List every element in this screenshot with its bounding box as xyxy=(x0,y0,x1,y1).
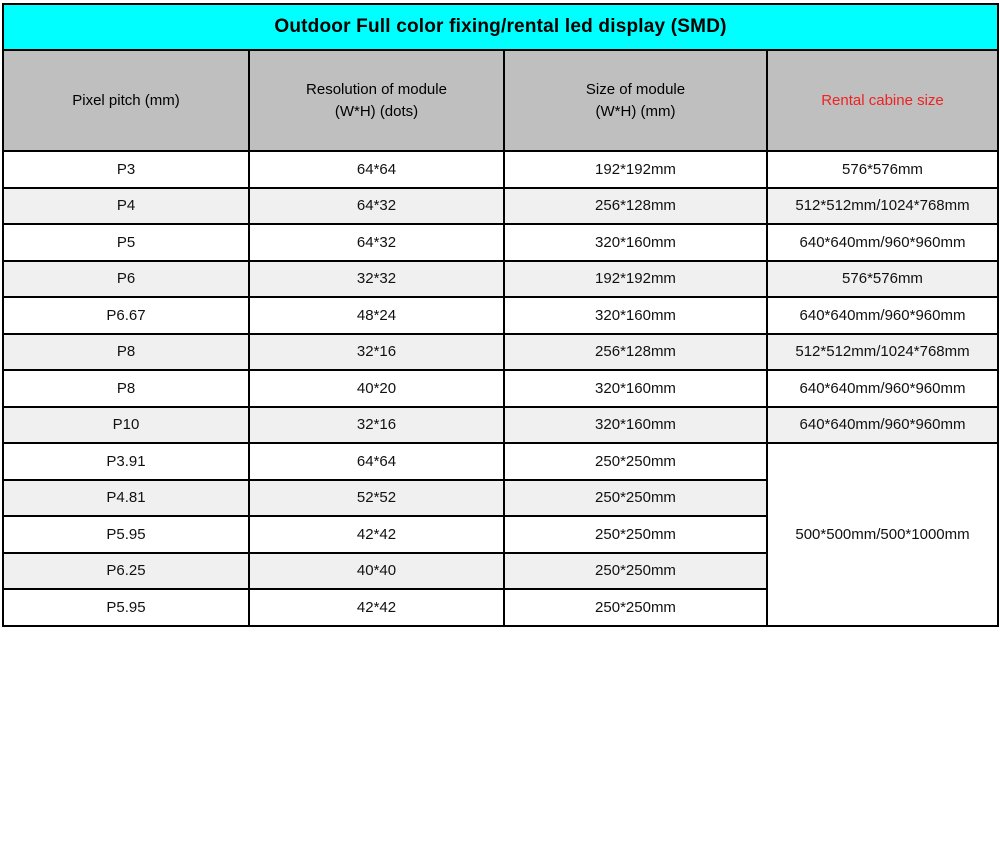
cell-resolution: 32*16 xyxy=(249,407,504,444)
cell-pixel-pitch: P10 xyxy=(3,407,249,444)
cell-module-size: 256*128mm xyxy=(504,334,767,371)
cell-pixel-pitch: P5.95 xyxy=(3,516,249,553)
header-resolution xyxy=(249,50,504,151)
table-title-text: Outdoor Full color fixing/rental led display (SMD) xyxy=(274,16,727,37)
cell-rental-cabinet: 512*512mm/1024*768mm xyxy=(767,188,998,225)
header-pixel-pitch xyxy=(3,50,249,151)
cell-pixel-pitch: P8 xyxy=(3,370,249,407)
led-display-spec-table xyxy=(2,3,999,627)
cell-pixel-pitch: P3 xyxy=(3,151,249,188)
cell-rental-cabinet-merged: 500*500mm/500*1000mm xyxy=(767,443,998,626)
cell-resolution: 64*64 xyxy=(249,151,504,188)
cell-resolution: 32*16 xyxy=(249,334,504,371)
cell-pixel-pitch: P5.95 xyxy=(3,589,249,626)
header-module-size xyxy=(504,50,767,151)
table-row xyxy=(3,297,998,334)
table-row xyxy=(3,151,998,188)
table-row xyxy=(3,334,998,371)
cell-pixel-pitch: P3.91 xyxy=(3,443,249,480)
cell-resolution: 64*32 xyxy=(249,188,504,225)
cell-resolution: 42*42 xyxy=(249,589,504,626)
cell-module-size: 250*250mm xyxy=(504,589,767,626)
spec-table-body xyxy=(3,151,998,626)
cell-pixel-pitch: P5 xyxy=(3,224,249,261)
cell-rental-cabinet: 640*640mm/960*960mm xyxy=(767,224,998,261)
cell-pixel-pitch: P6.67 xyxy=(3,297,249,334)
cell-rental-cabinet: 512*512mm/1024*768mm xyxy=(767,334,998,371)
cell-module-size: 320*160mm xyxy=(504,297,767,334)
cell-module-size: 320*160mm xyxy=(504,407,767,444)
cell-module-size: 320*160mm xyxy=(504,370,767,407)
cell-module-size: 250*250mm xyxy=(504,480,767,517)
header-line: (W*H) (dots) xyxy=(334,102,419,120)
cell-resolution: 40*20 xyxy=(249,370,504,407)
cell-rental-cabinet: 640*640mm/960*960mm xyxy=(767,370,998,407)
cell-pixel-pitch: P4 xyxy=(3,188,249,225)
cell-resolution: 52*52 xyxy=(249,480,504,517)
cell-resolution: 32*32 xyxy=(249,261,504,298)
cell-resolution: 40*40 xyxy=(249,553,504,590)
title-row xyxy=(3,4,998,50)
cell-rental-cabinet: 640*640mm/960*960mm xyxy=(767,297,998,334)
table-row xyxy=(3,443,998,480)
cell-module-size: 192*192mm xyxy=(504,261,767,298)
cell-pixel-pitch: P6.25 xyxy=(3,553,249,590)
header-rental-cabinet-size xyxy=(767,50,998,151)
header-line: (W*H) (mm) xyxy=(595,102,676,120)
cell-pixel-pitch: P6 xyxy=(3,261,249,298)
table-title xyxy=(3,4,998,50)
cell-rental-cabinet: 576*576mm xyxy=(767,151,998,188)
cell-module-size: 192*192mm xyxy=(504,151,767,188)
table-row xyxy=(3,261,998,298)
cell-rental-cabinet: 576*576mm xyxy=(767,261,998,298)
header-line: Pixel pitch (mm) xyxy=(72,91,180,109)
cell-resolution: 64*64 xyxy=(249,443,504,480)
header-row xyxy=(3,50,998,151)
table-row xyxy=(3,188,998,225)
cell-resolution: 48*24 xyxy=(249,297,504,334)
header-line: Rental cabine size xyxy=(821,91,944,109)
cell-resolution: 64*32 xyxy=(249,224,504,261)
cell-pixel-pitch: P4.81 xyxy=(3,480,249,517)
table-row xyxy=(3,407,998,444)
cell-resolution: 42*42 xyxy=(249,516,504,553)
cell-module-size: 250*250mm xyxy=(504,553,767,590)
cell-pixel-pitch: P8 xyxy=(3,334,249,371)
table-row xyxy=(3,224,998,261)
header-line: Size of module xyxy=(585,80,686,98)
cell-module-size: 250*250mm xyxy=(504,516,767,553)
table-row xyxy=(3,370,998,407)
cell-module-size: 320*160mm xyxy=(504,224,767,261)
header-line: Resolution of module xyxy=(306,80,447,98)
cell-module-size: 250*250mm xyxy=(504,443,767,480)
cell-module-size: 256*128mm xyxy=(504,188,767,225)
cell-rental-cabinet: 640*640mm/960*960mm xyxy=(767,407,998,444)
